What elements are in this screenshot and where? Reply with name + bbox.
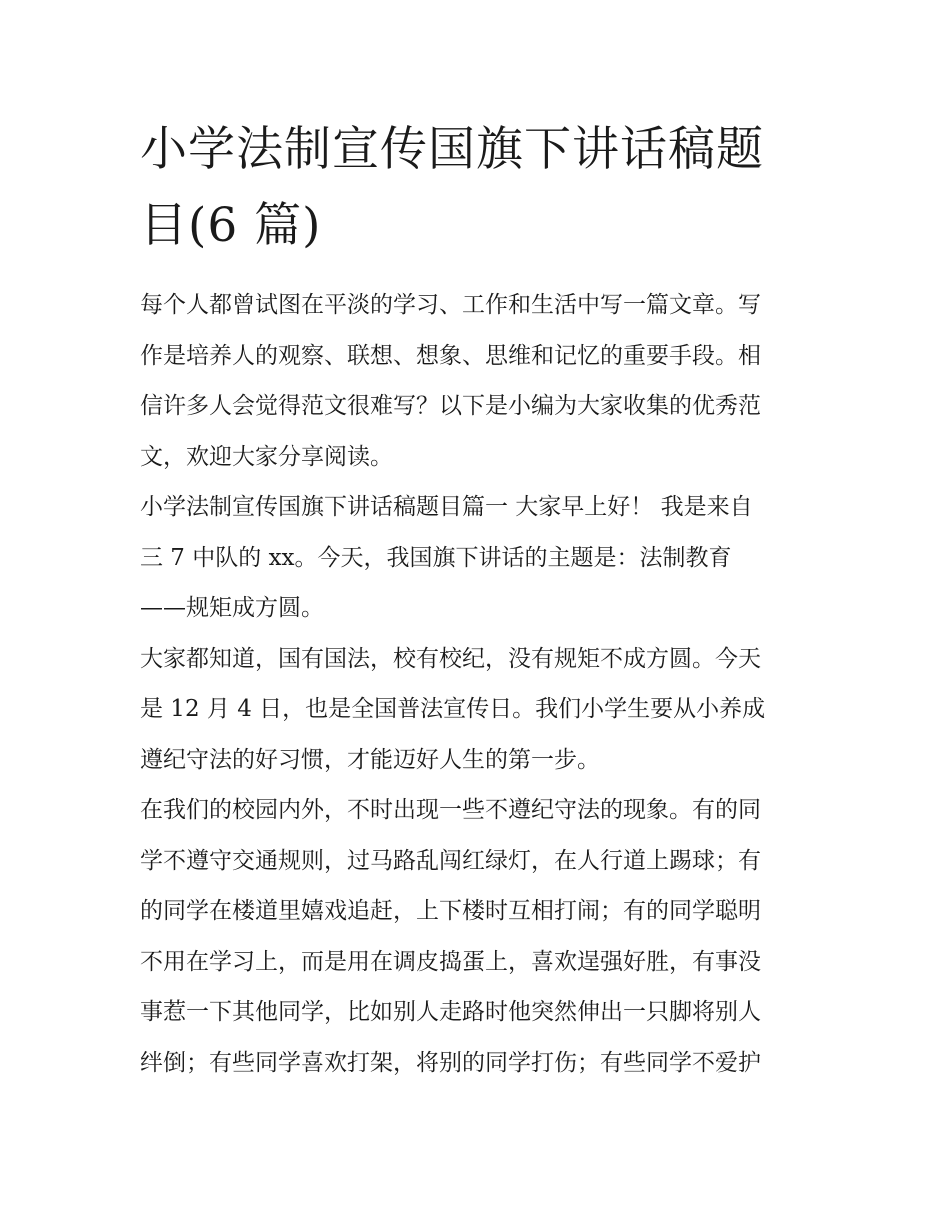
body-line: 作是培养人的观察、联想、想象、思维和记忆的重要手段。相	[140, 342, 761, 369]
title-line-2: 目(6 篇)	[140, 198, 322, 253]
body-line: 三 7 中队的 xx。今天，我国旗下讲话的主题是：法制教育	[140, 544, 732, 571]
body-line: 学不遵守交通规则，过马路乱闯红绿灯，在人行道上踢球；有	[140, 847, 761, 874]
body-line: 绊倒；有些同学喜欢打架，将别的同学打伤；有些同学不爱护	[140, 1049, 761, 1076]
body-line: 遵纪守法的好习惯，才能迈好人生的第一步。	[140, 746, 600, 773]
document-title	[140, 112, 820, 264]
body-line: 不用在学习上，而是用在调皮捣蛋上，喜欢逞强好胜，有事没	[140, 948, 761, 975]
title-line-1: 小学法制宣传国旗下讲话稿题	[140, 122, 764, 177]
body-line: 文，欢迎大家分享阅读。	[140, 443, 393, 470]
body-line: 在我们的校园内外，不时出现一些不遵纪守法的现象。有的同	[140, 797, 761, 823]
body-line: 小学法制宣传国旗下讲话稿题目篇一 大家早上好！ 我是来自	[140, 494, 753, 520]
body-line: 事惹一下其他同学，比如别人走路时他突然伸出一只脚将别人	[140, 999, 761, 1025]
body-line: 信许多人会觉得范文很难写？以下是小编为大家收集的优秀范	[140, 393, 761, 419]
body-line: 大家都知道，国有国法，校有校纪，没有规矩不成方圆。今天	[140, 645, 761, 672]
body-line: 是 12 月 4 日，也是全国普法宣传日。我们小学生要从小养成	[140, 696, 766, 722]
body-line: ——规矩成方圆。	[140, 595, 324, 621]
body-line: 每个人都曾试图在平淡的学习、工作和生活中写一篇文章。写	[140, 292, 761, 318]
document-body	[140, 280, 820, 1088]
body-line: 的同学在楼道里嬉戏追赶，上下楼时互相打闹；有的同学聪明	[140, 898, 761, 924]
